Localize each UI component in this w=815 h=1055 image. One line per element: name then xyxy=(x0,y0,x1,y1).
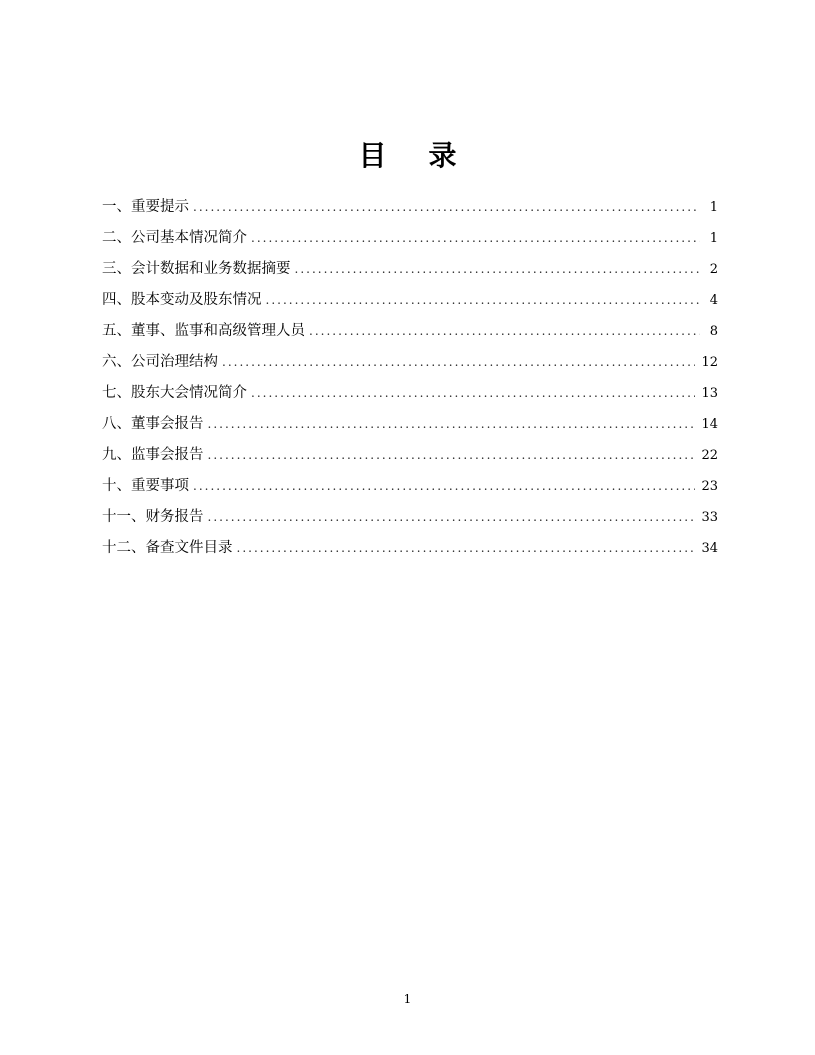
toc-entry-label: 六、公司治理结构 xyxy=(102,354,218,370)
toc-leader-dots xyxy=(208,504,696,530)
toc-entry[interactable] xyxy=(102,442,718,473)
toc-entry[interactable] xyxy=(102,380,718,411)
toc-leader-dots xyxy=(266,287,701,313)
toc-entry-label: 九、监事会报告 xyxy=(102,447,204,463)
toc-leader-dots xyxy=(309,318,700,344)
toc-entry-page: 2 xyxy=(709,262,718,277)
toc-leader-dots xyxy=(208,411,696,437)
toc-title xyxy=(0,136,815,176)
page-number: 1 xyxy=(403,992,412,1006)
toc-entry-page: 1 xyxy=(709,231,718,246)
toc-entry-label: 三、会计数据和业务数据摘要 xyxy=(102,261,291,277)
toc-list xyxy=(102,194,718,566)
toc-leader-dots xyxy=(208,442,696,468)
toc-entry[interactable] xyxy=(102,535,718,566)
toc-entry[interactable] xyxy=(102,194,718,225)
toc-title-char: 录 xyxy=(428,139,457,172)
toc-entry-page: 1 xyxy=(709,200,718,215)
toc-leader-dots xyxy=(251,380,695,406)
toc-entry-label: 七、股东大会情况简介 xyxy=(102,385,247,401)
toc-entry-page: 12 xyxy=(701,355,718,370)
toc-entry-page: 23 xyxy=(701,479,718,494)
toc-entry-label: 八、董事会报告 xyxy=(102,416,204,432)
toc-entry-label: 一、重要提示 xyxy=(102,199,189,215)
toc-entry[interactable] xyxy=(102,287,718,318)
toc-entry-page: 34 xyxy=(701,541,718,556)
toc-leader-dots xyxy=(222,349,695,375)
toc-leader-dots xyxy=(251,225,700,251)
toc-entry[interactable] xyxy=(102,256,718,287)
toc-entry-label: 十二、备查文件目录 xyxy=(102,540,233,556)
toc-entry[interactable] xyxy=(102,473,718,504)
toc-entry[interactable] xyxy=(102,225,718,256)
toc-entry-label: 五、董事、监事和高级管理人员 xyxy=(102,323,305,339)
toc-title-char: 目 xyxy=(358,139,387,172)
toc-entry[interactable] xyxy=(102,318,718,349)
toc-entry-page: 14 xyxy=(701,417,718,432)
toc-entry-page: 33 xyxy=(701,510,718,525)
toc-entry-label: 十、重要事项 xyxy=(102,478,189,494)
toc-leader-dots xyxy=(237,535,696,561)
toc-entry-page: 22 xyxy=(701,448,718,463)
toc-entry-page: 4 xyxy=(709,293,718,308)
toc-entry[interactable] xyxy=(102,504,718,535)
toc-entry-label: 十一、财务报告 xyxy=(102,509,204,525)
toc-leader-dots xyxy=(193,194,700,220)
toc-entry-page: 8 xyxy=(709,324,718,339)
toc-entry[interactable] xyxy=(102,411,718,442)
toc-entry-page: 13 xyxy=(701,386,718,401)
toc-entry-label: 二、公司基本情况简介 xyxy=(102,230,247,246)
toc-leader-dots xyxy=(295,256,701,282)
toc-leader-dots xyxy=(193,473,695,499)
toc-entry[interactable] xyxy=(102,349,718,380)
toc-entry-label: 四、股本变动及股东情况 xyxy=(102,292,262,308)
